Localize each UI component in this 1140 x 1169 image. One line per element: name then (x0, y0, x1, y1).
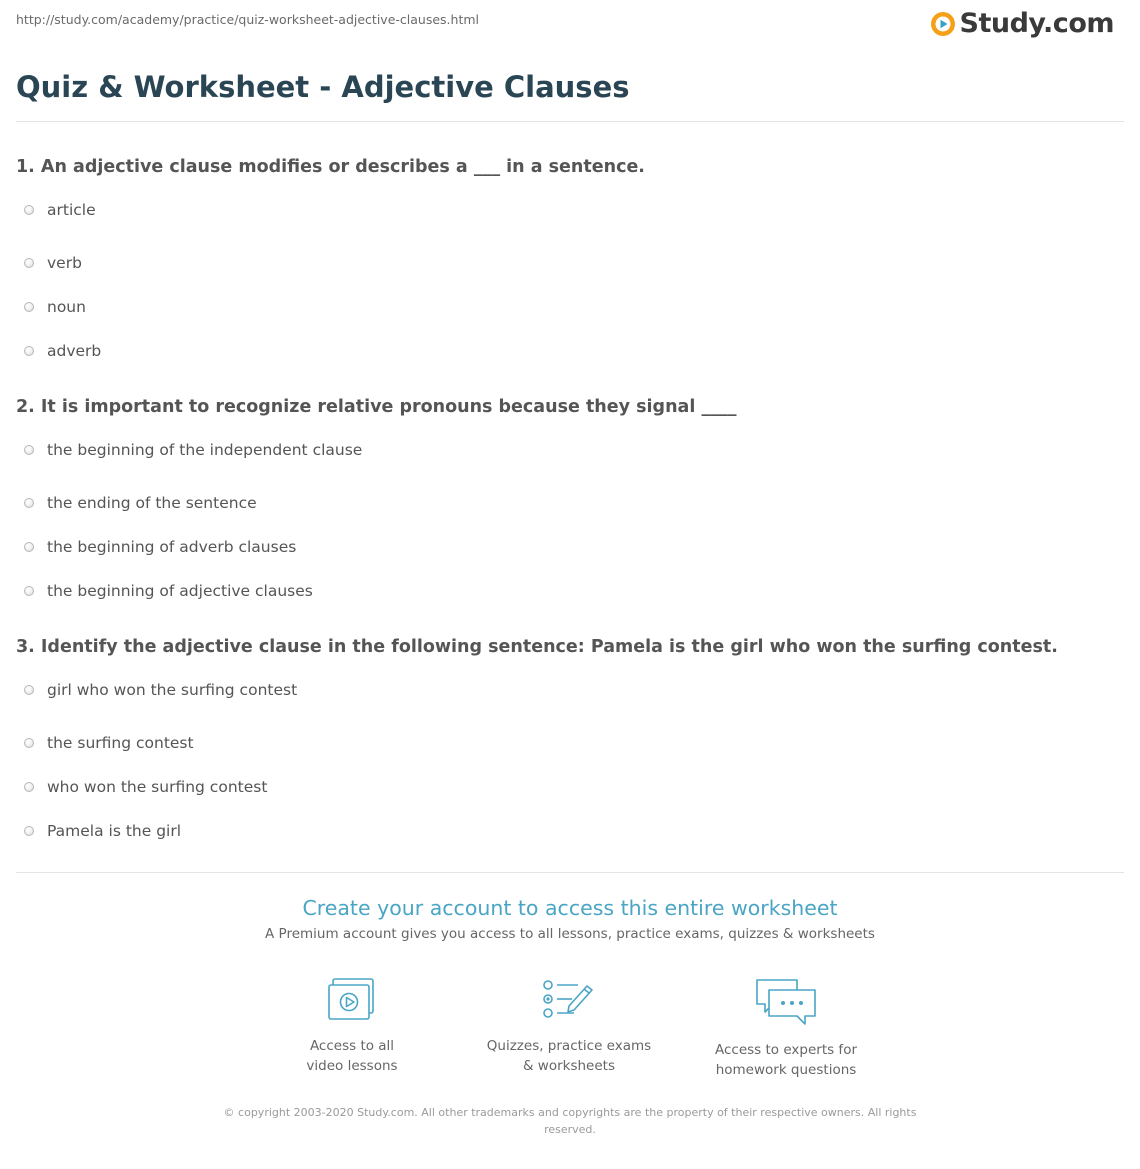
answer-option[interactable] (16, 677, 1124, 703)
answer-label: the ending of the sentence (47, 494, 257, 512)
radio-button[interactable] (24, 498, 34, 508)
logo-text: Study.com (959, 8, 1114, 39)
answer-label: noun (47, 298, 86, 316)
radio-button[interactable] (24, 782, 34, 792)
page-title: Quiz & Worksheet - Adjective Clauses (16, 70, 630, 104)
play-logo-icon (930, 11, 956, 37)
answer-label: the beginning of adverb clauses (47, 538, 297, 556)
answer-list (16, 437, 1124, 613)
answer-list (16, 677, 1124, 853)
feature-quizzes (469, 976, 669, 1076)
answer-label: article (47, 201, 96, 219)
video-lessons-icon (326, 976, 378, 1024)
question-2 (16, 395, 1124, 613)
answer-option[interactable] (16, 569, 1124, 613)
answer-option[interactable] (16, 721, 1124, 765)
answer-option[interactable] (16, 241, 1124, 285)
answer-list (16, 197, 1124, 373)
study-logo[interactable] (930, 8, 1114, 39)
answer-option[interactable] (16, 809, 1124, 853)
radio-button[interactable] (24, 738, 34, 748)
radio-button[interactable] (24, 685, 34, 695)
answer-option[interactable] (16, 329, 1124, 373)
radio-button[interactable] (24, 302, 34, 312)
question-text: 1. An adjective clause modifies or describes a ___ in a sentence. (16, 157, 645, 177)
answer-option[interactable] (16, 525, 1124, 569)
question-text: 2. It is important to recognize relative pronouns because they signal ____ (16, 397, 737, 417)
question-3 (16, 635, 1124, 853)
create-account-link[interactable]: Create your account to access this entire worksheet (302, 896, 838, 920)
answer-label: verb (47, 254, 82, 272)
radio-button[interactable] (24, 258, 34, 268)
feature-experts (686, 976, 886, 1080)
feature-label: Quizzes, practice exams & worksheets (486, 1038, 652, 1074)
radio-button[interactable] (24, 445, 34, 455)
quiz-checklist-icon (540, 976, 598, 1024)
answer-label: adverb (47, 342, 102, 360)
page-url: http://study.com/academy/practice/quiz-worksheet-adjective-clauses.html (16, 12, 479, 27)
feature-video-lessons (252, 976, 452, 1076)
copyright-notice: © copyright 2003-2020 Study.com. All other trademarks and copyrights are the property of their respective owners. All rights reserved. (223, 1106, 917, 1136)
chat-experts-icon (753, 976, 819, 1028)
answer-option[interactable] (16, 481, 1124, 525)
radio-button[interactable] (24, 542, 34, 552)
answer-label: the surfing contest (47, 734, 194, 752)
answer-label: the beginning of adjective clauses (47, 582, 313, 600)
cta-subtitle: A Premium account gives you access to all lessons, practice exams, quizzes & worksheets (265, 926, 875, 942)
answer-option[interactable] (16, 765, 1124, 809)
premium-features (0, 976, 1140, 1086)
answer-option[interactable] (16, 437, 1124, 463)
answer-option[interactable] (16, 197, 1124, 223)
answer-label: the beginning of the independent clause (47, 441, 363, 459)
answer-option[interactable] (16, 285, 1124, 329)
question-text: 3. Identify the adjective clause in the following sentence: Pamela is the girl who won the surfing contest. (16, 637, 1058, 657)
feature-label: Access to all video lessons (306, 1038, 398, 1074)
cta-divider (16, 872, 1124, 873)
radio-button[interactable] (24, 346, 34, 356)
question-1 (16, 155, 1124, 373)
feature-label: Access to experts for homework questions (714, 1042, 857, 1078)
title-divider (16, 121, 1124, 122)
answer-label: Pamela is the girl (47, 822, 182, 840)
radio-button[interactable] (24, 205, 34, 215)
radio-button[interactable] (24, 586, 34, 596)
answer-label: who won the surfing contest (47, 778, 268, 796)
radio-button[interactable] (24, 826, 34, 836)
answer-label: girl who won the surfing contest (47, 681, 298, 699)
